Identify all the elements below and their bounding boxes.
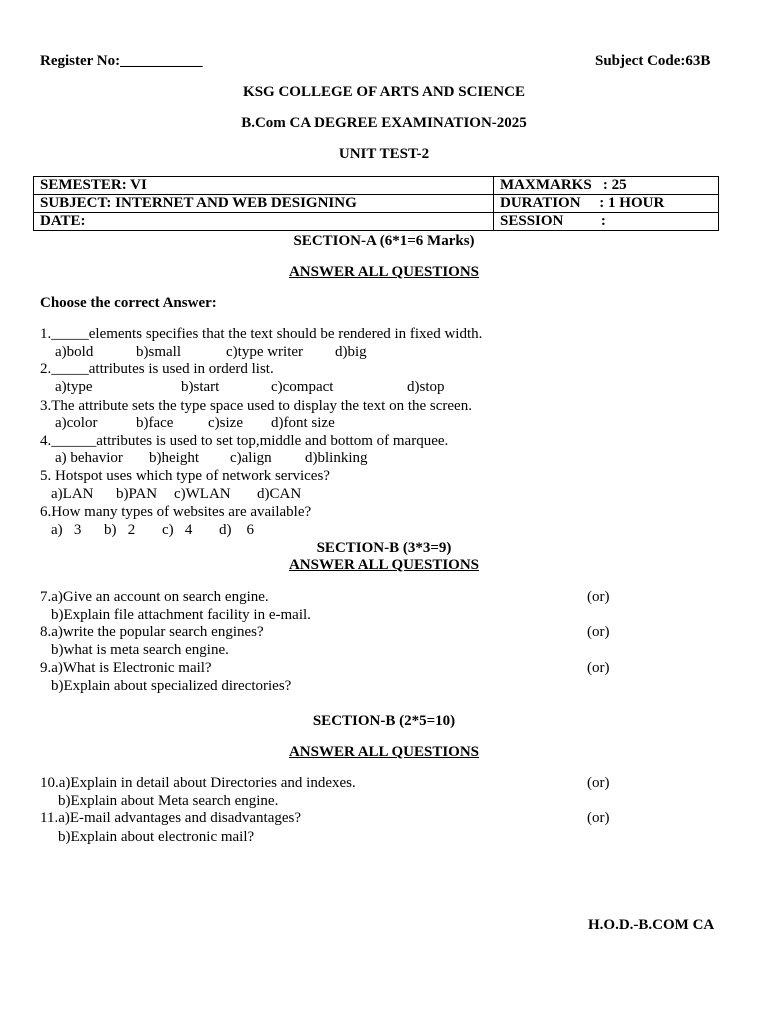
section-c-instruction: ANSWER ALL QUESTIONS bbox=[288, 744, 480, 760]
section-a-title: SECTION-A (6*1=6 Marks) bbox=[293, 233, 475, 249]
question-7-or: (or) bbox=[587, 589, 610, 605]
date-cell: DATE: bbox=[34, 213, 494, 231]
exam-title: B.Com CA DEGREE EXAMINATION-2025 bbox=[241, 115, 527, 131]
question-8a: 8.a)write the popular search engines? bbox=[40, 624, 264, 640]
semester-cell: SEMESTER: VI bbox=[34, 177, 494, 195]
question-10-or: (or) bbox=[587, 775, 610, 791]
section-b-title: SECTION-B (3*3=9) bbox=[316, 540, 452, 556]
question-9-or: (or) bbox=[587, 660, 610, 676]
q6-option-b: b) 2 bbox=[104, 522, 136, 538]
q3-option-b: b)face bbox=[136, 415, 174, 431]
table-row bbox=[34, 195, 719, 213]
section-a-instruction: ANSWER ALL QUESTIONS bbox=[288, 264, 480, 280]
q4-option-c: c)align bbox=[230, 450, 272, 466]
college-name: KSG COLLEGE OF ARTS AND SCIENCE bbox=[243, 84, 525, 100]
question-10a: 10.a)Explain in detail about Directories and indexes. bbox=[40, 775, 356, 791]
hod-signature: H.O.D.-B.COM CA bbox=[588, 917, 715, 933]
question-2: 2._____attributes is used in orderd list. bbox=[40, 361, 274, 377]
question-4: 4.______attributes is used to set top,middle and bottom of marquee. bbox=[40, 433, 449, 449]
question-11-or: (or) bbox=[587, 810, 610, 826]
subject-code: Subject Code:63B bbox=[595, 53, 711, 69]
q2-option-a: a)type bbox=[55, 379, 93, 395]
section-a-sub-instruction: Choose the correct Answer: bbox=[40, 295, 217, 311]
exam-info-table bbox=[33, 176, 719, 231]
q4-option-b: b)height bbox=[149, 450, 199, 466]
question-1: 1._____elements specifies that the text should be rendered in fixed width. bbox=[40, 326, 483, 342]
q6-option-d: d) 6 bbox=[219, 522, 254, 538]
table-row bbox=[34, 177, 719, 195]
q1-option-a: a)bold bbox=[55, 344, 94, 360]
session-cell: SESSION : bbox=[494, 213, 719, 231]
q2-option-b: b)start bbox=[181, 379, 220, 395]
q2-option-c: c)compact bbox=[271, 379, 334, 395]
q2-option-d: d)stop bbox=[407, 379, 445, 395]
subject-cell: SUBJECT: INTERNET AND WEB DESIGNING bbox=[34, 195, 494, 213]
q1-option-b: b)small bbox=[136, 344, 181, 360]
q3-option-d: d)font size bbox=[271, 415, 335, 431]
q3-option-a: a)color bbox=[55, 415, 98, 431]
question-6: 6.How many types of websites are available? bbox=[40, 504, 312, 520]
question-3: 3.The attribute sets the type space used to display the text on the screen. bbox=[40, 398, 472, 414]
duration-cell: DURATION : 1 HOUR bbox=[494, 195, 719, 213]
question-11a: 11.a)E-mail advantages and disadvantages? bbox=[40, 810, 302, 826]
q6-option-a: a) 3 bbox=[51, 522, 82, 538]
q1-option-d: d)big bbox=[335, 344, 367, 360]
question-8b: b)what is meta search engine. bbox=[51, 642, 229, 658]
q5-option-c: c)WLAN bbox=[174, 486, 231, 502]
question-10b: b)Explain about Meta search engine. bbox=[58, 793, 279, 809]
maxmarks-cell: MAXMARKS : 25 bbox=[494, 177, 719, 195]
question-8-or: (or) bbox=[587, 624, 610, 640]
question-11b: b)Explain about electronic mail? bbox=[58, 829, 255, 845]
test-title: UNIT TEST-2 bbox=[338, 146, 430, 162]
question-9a: 9.a)What is Electronic mail? bbox=[40, 660, 212, 676]
q3-option-c: c)size bbox=[208, 415, 243, 431]
q5-option-b: b)PAN bbox=[116, 486, 158, 502]
section-b-instruction: ANSWER ALL QUESTIONS bbox=[288, 557, 480, 573]
question-7b: b)Explain file attachment facility in e-mail. bbox=[51, 607, 311, 623]
question-5: 5. Hotspot uses which type of network services? bbox=[40, 468, 330, 484]
q4-option-a: a) behavior bbox=[55, 450, 123, 466]
q5-option-d: d)CAN bbox=[257, 486, 302, 502]
q6-option-c: c) 4 bbox=[162, 522, 193, 538]
q5-option-a: a)LAN bbox=[51, 486, 94, 502]
q4-option-d: d)blinking bbox=[305, 450, 368, 466]
question-7a: 7.a)Give an account on search engine. bbox=[40, 589, 269, 605]
register-number: Register No:___________ bbox=[40, 53, 203, 69]
table-row bbox=[34, 213, 719, 231]
q1-option-c: c)type writer bbox=[226, 344, 304, 360]
section-c-title: SECTION-B (2*5=10) bbox=[312, 713, 456, 729]
question-9b: b)Explain about specialized directories? bbox=[51, 678, 292, 694]
